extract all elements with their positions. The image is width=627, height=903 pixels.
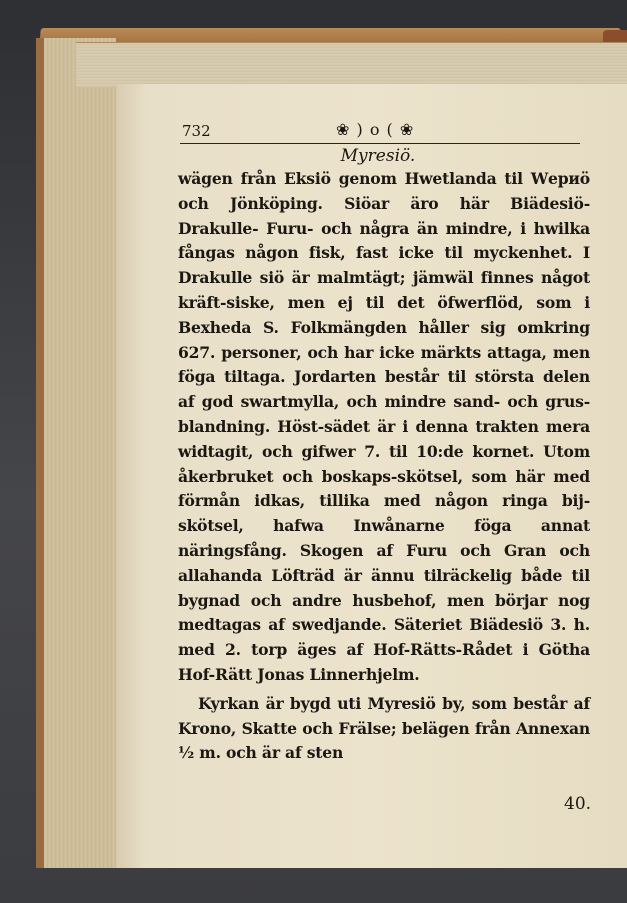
page-number: 732 [182,122,211,140]
section-title: Myresiö. [340,146,416,166]
page-text [168,118,598,766]
page-edges-left [36,38,116,868]
header-ornament: ❀ ) o ( ❀ [336,120,415,139]
catchword: 40. [564,794,592,814]
header-rule [180,143,580,144]
running-head [168,118,598,144]
page-edges-top [76,42,627,87]
paragraph-2: Kyrkan är bygd uti Myresiö by, som består af Krono, Skatte och Frälse; belägen från Annexan ½ m. och är af sten [178,693,590,763]
paragraph-1: wägen från Eksiö genom Hwetlanda til Wериö och Jönköping. Siöar äro här Biädesiö- Drakulle- Furu- och några än mindre, i hwilka fångas någon fisk, fast icke til myckenhet. I Drakulle siö är malmtägt; jämwäl finnes något kräft-siske, men ej til det öfwerflöd, som i Bexheda S. Folkmängden håller sig omkring 627. personer, och har icke märkts attaga, men föga tiltaga. Jordarten består til största delen af god swartmylla, och mindre sand- och grus-blandning. Höst-sädet är i denna trakten mera widtagit, och gifwer 7. til 10:de kornet. Utom åkerbruket och boskaps-skötsel, som här med förmån idkas, tillika med någon ringa bij-skötsel, hafwa Inwånarne föga annat näringsfång. Skogen af Furu och Gran och allahanda Löfträd är ännu tilräckelig både til bygnad och andre husbehof, men börjar nog medtagas af swedjande. Säteriet Biädesiö 3. h. med 2. torp äges af Hof-Rätts-Rådet i Götha Hof-Rätt Jonas Linnerhjelm. [178,169,590,684]
